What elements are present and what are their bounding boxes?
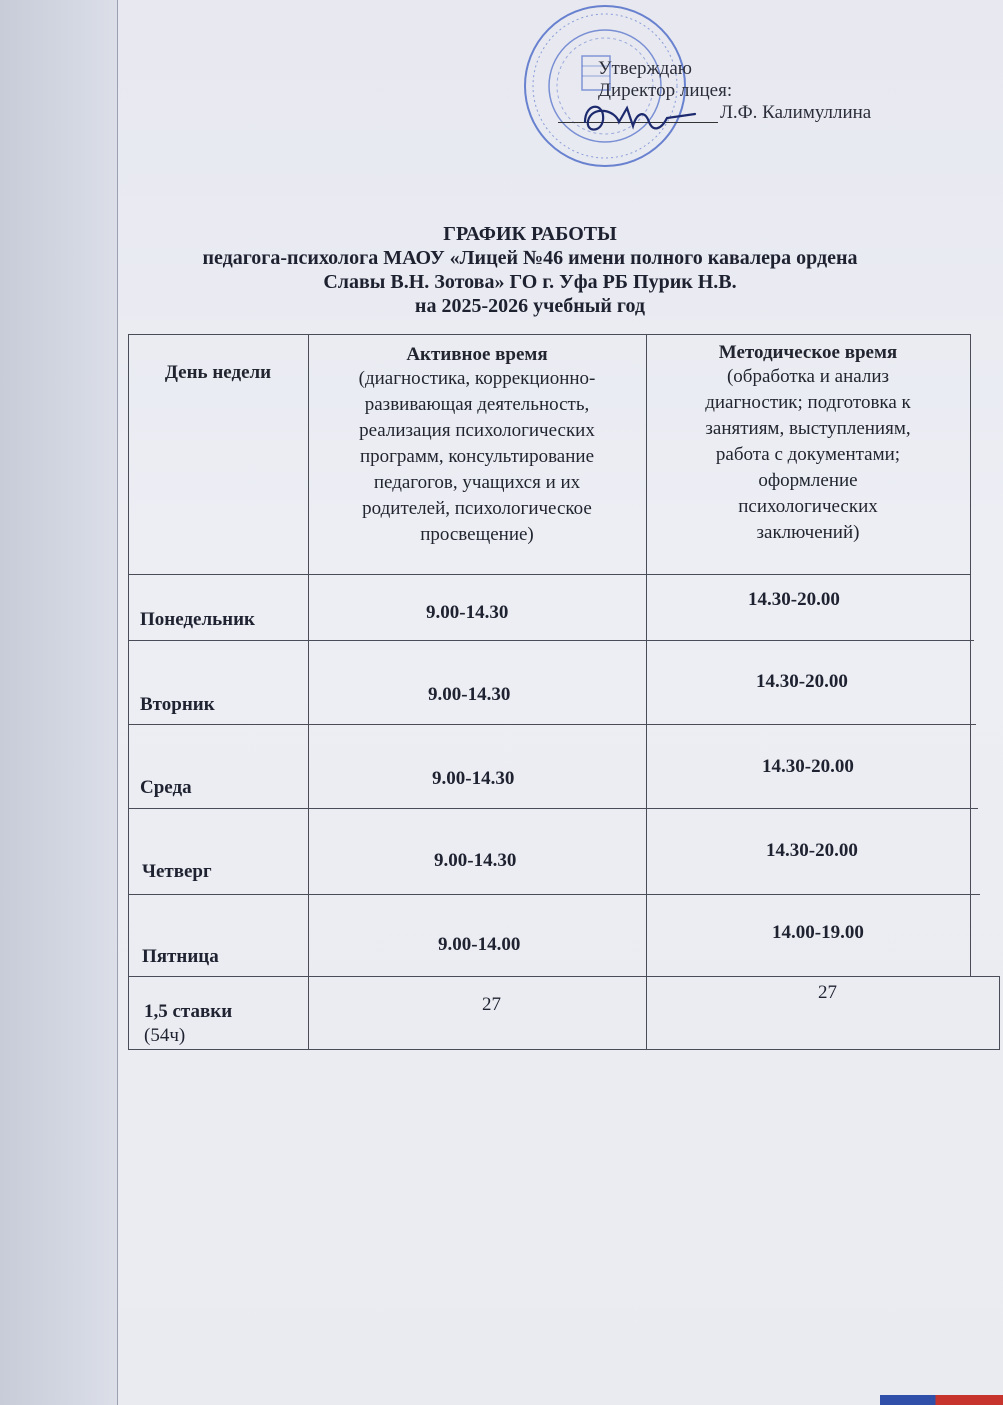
handwritten-signature [575,92,705,142]
table-row-divider [128,976,1000,977]
row-active-monday: 9.00-14.30 [426,602,509,623]
row-day-monday: Понедельник [140,609,256,630]
total-label [144,1000,232,1048]
header-day: День недели [164,362,272,383]
total-label-line-1: 1,5 ставки [144,1001,233,1022]
header-method-desc-line: диагностик; подготовка к [705,392,911,413]
header-method-desc-line: занятиям, выступлениям, [705,418,911,439]
row-day-tuesday: Вторник [140,694,215,715]
row-method-wednesday: 14.30-20.00 [762,756,854,777]
header-method [646,342,970,546]
title-line-3: Славы В.Н. Зотова» ГО г. Уфа РБ Пурик Н.В. [323,271,737,293]
title-line-4: на 2025-2026 учебный год [414,295,646,317]
table-border-right [970,334,971,976]
table-row-divider [128,574,970,575]
row-active-thursday: 9.00-14.30 [434,850,517,871]
header-active-desc-line: педагогов, учащихся и их [373,472,581,493]
row-method-friday: 14.00-19.00 [772,922,864,943]
header-active-desc-line: развивающая деятельность, [364,394,590,415]
approval-position: Директор лицея: [598,80,733,101]
table-border-left [128,334,129,1050]
header-active [308,344,646,548]
director-name: Л.Ф. Калимуллина [720,102,872,123]
row-active-friday: 9.00-14.00 [438,934,521,955]
table-row-divider [128,808,978,809]
header-active-desc-line: (диагностика, коррекционно- [358,368,596,389]
table-row-divider [128,724,976,725]
header-active-desc-line: просвещение) [420,524,534,545]
row-active-wednesday: 9.00-14.30 [432,768,515,789]
header-active-desc-line: программ, консультирование [359,446,595,467]
row-day-wednesday: Среда [140,777,192,798]
background-left [0,0,118,1405]
table-border-right [999,976,1000,1050]
total-label-line-2: (54ч) [144,1025,186,1046]
row-day-friday: Пятница [142,946,219,967]
header-active-desc-line: родителей, психологическое [362,498,592,519]
header-active-desc-line: реализация психологических [359,420,595,441]
approval-heading: Утверждаю [598,58,692,79]
table-border-bottom [128,1049,1000,1050]
header-method-desc-line: (обработка и анализ [726,366,890,387]
table-border-top [128,334,970,335]
row-active-tuesday: 9.00-14.30 [428,684,511,705]
row-method-thursday: 14.30-20.00 [766,840,858,861]
row-method-tuesday: 14.30-20.00 [756,671,848,692]
header-method-title: Методическое время [718,342,898,363]
row-method-monday: 14.30-20.00 [748,589,840,610]
total-active: 27 [482,994,501,1015]
title-line-1: ГРАФИК РАБОТЫ [443,223,617,245]
schedule-table [128,334,1000,1050]
table-row-divider [128,640,974,641]
header-active-title: Активное время [406,344,548,365]
document-title [130,222,930,318]
total-method: 27 [818,982,837,1003]
header-method-desc-line: работа с документами; [715,444,901,465]
table-row-divider [128,894,980,895]
flag-stripe [880,1395,1003,1405]
row-day-thursday: Четверг [142,861,212,882]
header-method-desc-line: оформление [758,470,858,491]
title-line-2: педагога-психолога МАОУ «Лицей №46 имени полного кавалера ордена [202,247,858,269]
header-method-desc-line: заключений) [756,522,860,543]
header-method-desc-line: психологических [738,496,878,517]
